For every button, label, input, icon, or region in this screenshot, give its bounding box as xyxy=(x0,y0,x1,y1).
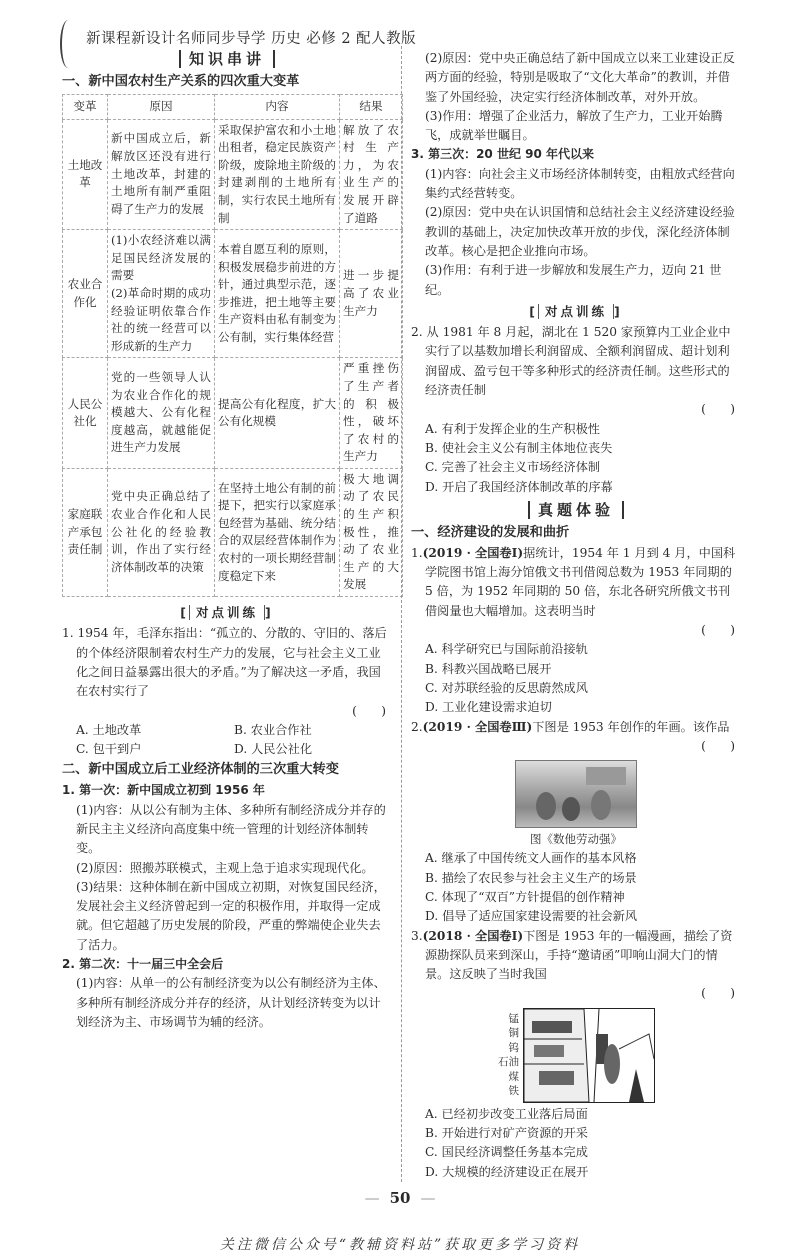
page-number-text: 50 xyxy=(389,1188,411,1207)
table-header-row xyxy=(63,95,403,120)
label-manganese: 锰 xyxy=(508,1012,519,1025)
label-coal: 煤 xyxy=(508,1070,519,1083)
question-stem: 下图是 1953 年的一幅漫画，描绘了资源勘探队员来到深山，手持“邀请函”叩响山洞大门的情景。这反映了当时我国 xyxy=(425,928,733,982)
question-source: (2019 · 全国卷Ⅰ) xyxy=(422,545,524,560)
box-title-text: 真题体验 xyxy=(528,501,624,519)
table-body xyxy=(63,119,403,596)
exam-question-3 xyxy=(411,927,741,1004)
right-column xyxy=(411,46,741,1182)
paragraph: (1)内容：从以公有制为主体、多种所有制经济成分并存的新民主主义经济向高度集中统一管理的计划经济体制转变。 xyxy=(76,802,386,856)
question-source: (2019 · 全国卷Ⅲ) xyxy=(422,719,533,734)
result-cell: 极大地调动了农民的生产积极性，推动了农业生产的大发展 xyxy=(340,468,403,596)
option-c: C. 包干到户 xyxy=(76,742,142,757)
table-row xyxy=(63,358,403,469)
paragraph: (3)结果：这种体制在新中国成立初期，对恢复国民经济，发展社会主义经济曾起到一定的积极作用，并取得一定成就。但它超越了历史发展的阶段，严重的弊端使企业失去了活力。 xyxy=(76,879,386,952)
reform-name-cell: 人民公社化 xyxy=(63,358,108,469)
table-row xyxy=(63,468,403,596)
reform-name-cell: 土地改革 xyxy=(63,119,108,230)
answer-paren: ( ) xyxy=(352,703,386,718)
practice-title: [ 对点训练 ] xyxy=(529,303,623,319)
content-cell: 采取保护富农和小土地出租者，稳定民族资产阶级，废除地主阶级的封建剥削的土地所有制，实行农民土地所有制 xyxy=(215,119,340,230)
practice-title-text: 对点训练 xyxy=(189,605,265,620)
reform-name-cell: 农业合作化 xyxy=(63,230,108,358)
table-header: 变革 xyxy=(63,95,108,120)
content-cell: 提高公有化程度，扩大公有化规模 xyxy=(215,358,340,469)
option-a: A. 有利于发挥企业的生产积极性 xyxy=(425,421,600,436)
paragraph: (3)作用：有利于进一步解放和发展生产力，迈向 21 世纪。 xyxy=(425,263,722,297)
running-header: 新课程新设计名师同步导学 历史 必修 2 配人教版 xyxy=(86,31,417,47)
subheading: 2. 第二次：十一届三中全会后 xyxy=(62,957,224,972)
left-column xyxy=(62,46,399,1032)
table-header: 结果 xyxy=(340,95,403,120)
options xyxy=(62,740,392,759)
question-stem: 1. 1954 年，毛泽东指出：“孤立的、分散的、守旧的、落后的个体经济限制着农村生产力的发展，它与社会主义工业化之间日益暴露出很大的矛盾。”为了解决这一矛盾，我国在农村实行了 xyxy=(62,626,387,699)
cause-cell: (1)小农经济难以满足国民经济发展的需要 (2)革命时期的成功经验证明依靠合作社的统一经营可以形成新的生产力 xyxy=(108,230,215,358)
section-heading: 一、经济建设的发展和曲折 xyxy=(411,524,570,540)
cartoon-labels xyxy=(489,1008,519,1099)
label-copper: 铜 xyxy=(508,1027,519,1040)
label-oil: 石油 xyxy=(498,1056,519,1069)
dash: — xyxy=(420,1188,436,1207)
answer-paren: ( ) xyxy=(701,738,735,753)
figure-caption: 图《数他劳动强》 xyxy=(530,832,622,847)
table-row xyxy=(63,119,403,230)
question-stem: 下图是 1953 年创作的年画。该作品 xyxy=(532,719,730,734)
question-stem: 据统计，1954 年 1 月到 4 月，中国科学院图书馆上海分馆俄文书刊借阅总数为 1953 年同期的 5 倍，为 1952 年同期的 50 倍，东北各研究所俄文书刊借阅量也大幅增加。这表明当时 xyxy=(425,545,736,618)
option-d: D. 倡导了适应国家建设需要的社会新风 xyxy=(425,909,638,924)
answer-paren: ( ) xyxy=(701,402,735,417)
question-2 xyxy=(411,323,741,419)
paragraph: (1)内容：从单一的公有制经济变为以公有制经济为主体、多种所有制经济成分并存的经济，从计划经济转变为以计划经济为主、市场调节为辅的经济。 xyxy=(76,976,386,1029)
option-d: D. 人民公社化 xyxy=(234,742,313,757)
paragraph: (3)作用：增强了企业活力，解放了生产力，工业开始腾飞，成就举世瞩目。 xyxy=(425,108,723,143)
cartoon-image xyxy=(523,1008,655,1103)
table-header: 内容 xyxy=(215,95,340,120)
option-c: C. 体现了“双百”方针提倡的创作精神 xyxy=(425,889,625,904)
result-cell: 解放了农村生产力，为农业生产的发展开辟了道路 xyxy=(340,119,403,230)
table-header: 原因 xyxy=(108,95,215,120)
answer-paren: ( ) xyxy=(701,623,735,638)
result-cell: 严重挫伤了生产者的积极性，破坏了农村的生产力 xyxy=(340,358,403,469)
option-c: C. 国民经济调整任务基本完成 xyxy=(425,1145,588,1160)
option-a: A. 继承了中国传统文人画作的基本风格 xyxy=(425,851,637,866)
practice-title: [ 对点训练 ] xyxy=(180,605,274,621)
question-1 xyxy=(62,624,392,720)
dash: — xyxy=(364,1188,380,1207)
question-stem: 2. 从 1981 年 8 月起，湖北在 1 520 家预算内工业企业中实行了以基数加增长利润留成、全额利润留成、超计划利润留成、盈亏包干等多种形式的经济责任制。这些形式的经济责任制 xyxy=(411,325,731,398)
page-number xyxy=(0,1188,800,1208)
box-title-text: 知识串讲 xyxy=(179,50,275,68)
cartoon-figure xyxy=(489,1008,741,1103)
paragraph: (2)原因：照搬苏联模式，主观上急于追求实现现代化。 xyxy=(76,860,374,875)
section-heading: 一、新中国农村生产关系的四次重大变革 xyxy=(62,74,300,89)
reform-table xyxy=(62,94,403,597)
question-source: (2018 · 全国卷Ⅰ) xyxy=(422,928,524,943)
option-a: A. 已经初步改变工业落后局面 xyxy=(425,1106,588,1121)
option-b: B. 科教兴国战略已展开 xyxy=(425,661,552,676)
option-a: A. 土地改革 xyxy=(76,722,142,737)
option-b: B. 使社会主义公有制主体地位丧失 xyxy=(425,440,613,455)
option-c: C. 完善了社会主义市场经济体制 xyxy=(425,460,601,475)
content-cell: 在坚持土地公有制的前提下，把实行以家庭承包经营为基础、统分结合的双层经营体制作为农村的一项长期经营制度稳定下来 xyxy=(215,468,340,596)
painting-figures-illustration xyxy=(516,761,636,827)
subheading: 1. 第一次：新中国成立初到 1956 年 xyxy=(62,783,265,798)
question-number: 3. xyxy=(411,928,423,943)
result-cell: 进一步提高了农业生产力 xyxy=(340,230,403,358)
cause-cell: 新中国成立后，新解放区还没有进行土地改革，封建的土地所有制严重阻碍了生产力的发展 xyxy=(108,119,215,230)
two-column-body xyxy=(0,46,800,1182)
content-cell: 本着自愿互利的原则，积极发展稳步前进的方针，通过典型示范，逐步推进，把土地等主要生产资料由私有制变为公有制，实行集体经营 xyxy=(215,230,340,358)
option-b: B. 农业合作社 xyxy=(234,722,312,737)
paragraph: (2)原因：党中央在认识国情和总结社会主义经济建设经验教训的基础上，决定加快改革开放的步伐，深化经济体制改革。核心是把企业推向市场。 xyxy=(425,205,735,258)
answer-paren: ( ) xyxy=(701,986,735,1001)
exam-question-2 xyxy=(411,718,741,757)
option-d: D. 开启了我国经济体制改革的序幕 xyxy=(425,479,613,494)
option-d: D. 工业化建设需求迫切 xyxy=(425,700,552,715)
cause-cell: 党的一些领导人认为农业合作化的规模越大、公有化程度越高，就越能促进生产力发展 xyxy=(108,358,215,469)
header-brace-decoration xyxy=(60,20,76,68)
option-d: D. 大规模的经济建设正在展开 xyxy=(425,1164,589,1179)
exam-question-1 xyxy=(411,544,741,640)
label-tungsten: 钨 xyxy=(508,1041,519,1054)
watermark-text: 关注微信公众号“教辅资料站”获取更多学习资料 xyxy=(219,1236,581,1253)
column-divider xyxy=(401,46,402,1182)
question-number: 2. xyxy=(411,719,423,734)
paragraph: (2)原因：党中央正确总结了新中国成立以来工业建设正反两方面的经验，特别是吸取了“文化大革命”的教训，并借鉴了外国经验，决定实行经济体制改革，对外开放。 xyxy=(425,51,735,104)
box-title-knowledge xyxy=(62,48,392,70)
page-footer xyxy=(0,1182,800,1260)
reform-name-cell: 家庭联产承包责任制 xyxy=(63,468,108,596)
options xyxy=(62,721,392,740)
label-iron: 铁 xyxy=(508,1085,519,1098)
new-year-painting-image xyxy=(515,760,637,828)
paragraph: (1)内容：向社会主义市场经济体制转变，由粗放式经营向集约式经营转变。 xyxy=(425,166,735,201)
section-heading: 二、新中国成立后工业经济体制的三次重大转变 xyxy=(62,762,339,778)
cartoon-illustration xyxy=(524,1009,654,1102)
question-number: 1. xyxy=(411,545,423,560)
cause-cell: 党中央正确总结了农业合作化和人民公社化的经验教训，作出了实行经济体制改革的决策 xyxy=(108,468,215,596)
option-b: B. 描绘了农民参与社会主义生产的场景 xyxy=(425,870,637,885)
option-a: A. 科学研究已与国际前沿接轨 xyxy=(425,642,588,657)
option-b: B. 开始进行对矿产资源的开采 xyxy=(425,1126,588,1141)
table-row xyxy=(63,230,403,358)
practice-title-text: 对点训练 xyxy=(538,304,614,319)
box-title-exam xyxy=(411,499,741,521)
option-c: C. 对苏联经验的反思蔚然成风 xyxy=(425,680,588,695)
subheading: 3. 第三次：20 世纪 90 年代以来 xyxy=(411,147,595,162)
